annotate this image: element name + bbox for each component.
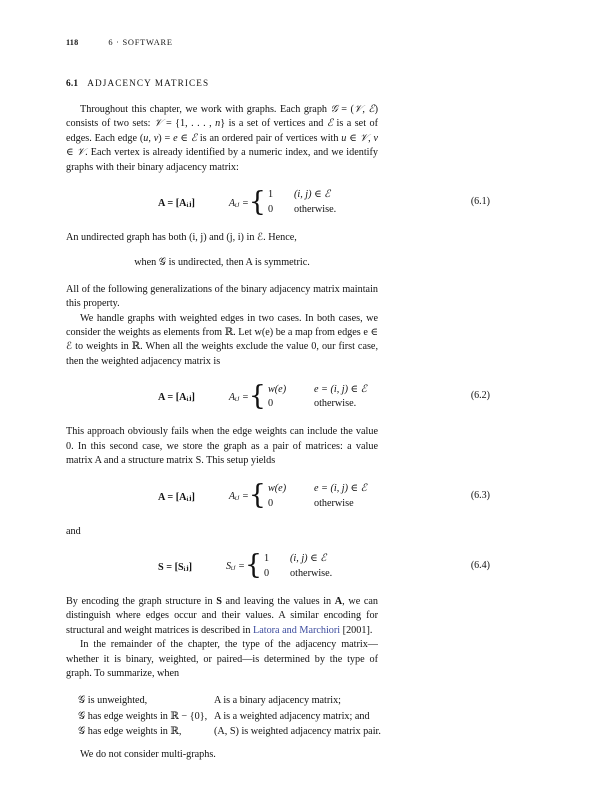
p1-seg-m: . Each vertex is already identified by a numeric index, and we identify graphs with their binary adjacency matrix: xyxy=(66,147,378,173)
eq-6-3-cases xyxy=(248,479,367,511)
summary-table xyxy=(78,693,381,739)
p6-seg-mid: and leaving the values in xyxy=(221,595,335,607)
paragraph-intro: Throughout this chapter, we work with graphs. Each graph 𝒢 = (𝒱, ℰ) consists of two sets: 𝒱 = {1, . . . , n} is a set of vertices and ℰ is a set of edges. Each edge (u, v) = e ∈ ℰ is an ordered pair of vertices with u ∈ 𝒱, v ∈ 𝒱. Each vertex is already identified by a numeric index, and we identify graphs with their binary adjacency matrix: xyxy=(66,104,379,173)
eq-6-1-case2-value: 0 xyxy=(267,204,274,216)
eq-6-2-case2-condition: otherwise. xyxy=(313,398,357,410)
p1-seg-c: , xyxy=(362,104,369,115)
table-row xyxy=(78,709,381,724)
eq-6-4-case2-condition: otherwise. xyxy=(290,567,333,579)
paragraph-undirected: An undirected graph has both (i, j) and (j, i) in ℰ. Hence, xyxy=(66,232,297,244)
eq-6-4-function: Sᵢⱼ = xyxy=(226,561,245,573)
p1-seg-l: ∈ xyxy=(346,132,360,144)
p1-seg-h: , xyxy=(148,132,154,144)
p1-seg-f: } is a set of vertices and xyxy=(220,118,327,130)
page-folio: 118 xyxy=(66,38,79,47)
eq-6-4-case1-condition: (i, j) ∈ ℰ xyxy=(290,553,327,565)
eq-6-3-function: Aᵢⱼ = xyxy=(228,491,249,502)
p1-seg-i: ) = xyxy=(158,132,174,144)
p6-seg-post: , we can distinguish where edges occur and their values. A similar encoding for structural and weight matrices is described in xyxy=(66,595,378,636)
summary-result: A is a weighted adjacency matrix; and xyxy=(214,710,370,722)
eq-6-2-case2-value: 0 xyxy=(267,398,274,410)
left-brace-icon: { xyxy=(248,479,266,511)
section-title: ADJACENCY MATRICES xyxy=(87,78,210,88)
eq-6-3-case1-condition: e = (i, j) ∈ ℰ xyxy=(313,482,367,494)
p1-seg-j: ∈ xyxy=(177,132,191,144)
summary-result: (A, S) is weighted adjacency matrix pair. xyxy=(214,725,381,737)
eq-6-3-lhs: A = [Aᵢⱼ] xyxy=(158,491,195,503)
equation-6-2 xyxy=(66,382,490,412)
equation-6-3 xyxy=(66,479,490,512)
summary-condition: 𝒢 has edge weights in ℝ − {0}, xyxy=(78,710,208,722)
paragraph-multigraphs: We do not consider multi-graphs. xyxy=(80,749,216,761)
running-header xyxy=(66,38,486,47)
left-brace-icon: { xyxy=(248,380,266,412)
eq-6-1-case2-condition: otherwise. xyxy=(293,204,337,216)
summary-result: A is a binary adjacency matrix; xyxy=(214,695,342,707)
p1-seg-g: is a set of edges. Each edge ( xyxy=(66,118,378,144)
eq-6-1-case1-value: 1 xyxy=(267,189,274,201)
eq-6-2-function: Aᵢⱼ = xyxy=(228,391,249,403)
paragraph-and: and xyxy=(66,525,81,537)
eq-6-1-number: (6.1) xyxy=(470,196,490,208)
eq-6-3-case1-value: w(e) xyxy=(267,482,287,494)
eq-6-3-case2-condition: otherwise xyxy=(313,497,354,509)
p1-seg-e: = {1, . . . , xyxy=(162,118,216,130)
summary-condition: 𝒢 is unweighted, xyxy=(78,695,148,707)
eq-6-2-case1-condition: e = (i, j) ∈ ℰ xyxy=(313,383,367,395)
eq-6-4-case2-value: 0 xyxy=(264,567,270,579)
section-number: 6.1 xyxy=(66,79,79,89)
p6-seg-pre: By encoding the graph structure in xyxy=(66,595,217,607)
paragraph-encoding: By encoding the graph structure in S and leaving the values in A, we can distinguish where edges occur and their values. A similar encoding for structural and weight matrices is described in Latora and Marchiori [2001]. xyxy=(66,595,378,636)
section-heading xyxy=(66,78,490,89)
p1-seg-k: is an ordered pair of vertices with xyxy=(196,132,342,144)
left-brace-icon: { xyxy=(244,549,263,581)
equation-6-1 xyxy=(66,188,490,218)
eq-6-1-cases xyxy=(249,188,336,217)
eq-6-1-case1-condition: (i, j) ∈ ℰ xyxy=(293,189,331,201)
table-row xyxy=(78,724,381,739)
eq-6-2-cases xyxy=(248,380,367,412)
p1-seg-b: = ( xyxy=(337,104,354,115)
eq-6-2-lhs: A = [Aᵢⱼ] xyxy=(158,392,195,404)
eq-6-1-function: Aᵢⱼ = xyxy=(228,197,249,209)
eq-6-3-number: (6.3) xyxy=(470,489,490,501)
eq-6-1-lhs: A = [Aᵢⱼ] xyxy=(158,198,195,210)
eq-6-4-lhs: S = [Sᵢⱼ] xyxy=(158,561,193,573)
paragraph-pair-of-matrices: This approach obviously fails when the edge weights can include the value 0. In this second case, we store the graph as a pair of matrices: a value matrix A and a structure matrix S. This setup yields xyxy=(66,426,378,467)
eq-6-4-number: (6.4) xyxy=(470,559,490,571)
equation-6-4 xyxy=(66,549,490,582)
eq-6-3-case2-value: 0 xyxy=(267,497,274,509)
summary-condition: 𝒢 has edge weights in ℝ, xyxy=(78,725,182,737)
running-chapter-title: 6 · SOFTWARE xyxy=(108,38,173,47)
eq-6-2-number: (6.2) xyxy=(470,390,490,402)
display-line-symmetric: when 𝒢 is undirected, then A is symmetric. xyxy=(134,257,310,269)
eq-6-2-case1-value: w(e) xyxy=(267,383,287,395)
text-column xyxy=(66,78,490,763)
citation-link[interactable]: Latora and Marchiori xyxy=(253,624,341,636)
eq-6-4-cases xyxy=(244,549,333,581)
paragraph-summary-intro: In the remainder of the chapter, the type of the adjacency matrix—whether it is binary, weighted, or paired—is determined by the type of graph. To summarize, when xyxy=(66,639,378,679)
p1-seg-d: ) consists of two sets: xyxy=(66,104,378,130)
left-brace-icon: { xyxy=(248,186,266,218)
paragraph-generalizations: All of the following generalizations of the binary adjacency matrix maintain this property. xyxy=(66,283,378,310)
paragraph-weighted-cases: We handle graphs with weighted edges in two cases. In both cases, we consider the weights as elements from ℝ. Let w(e) be a map from edges e ∈ ℰ to weights in ℝ. When all the weights exclude the value 0, our first case, then the weighted adjacency matrix is xyxy=(66,312,378,367)
p1-seg-a: Throughout this chapter, we work with graphs. Each graph xyxy=(80,104,331,115)
table-row xyxy=(78,693,381,708)
citation-year: [2001]. xyxy=(340,624,373,636)
eq-6-4-case1-value: 1 xyxy=(264,553,270,565)
